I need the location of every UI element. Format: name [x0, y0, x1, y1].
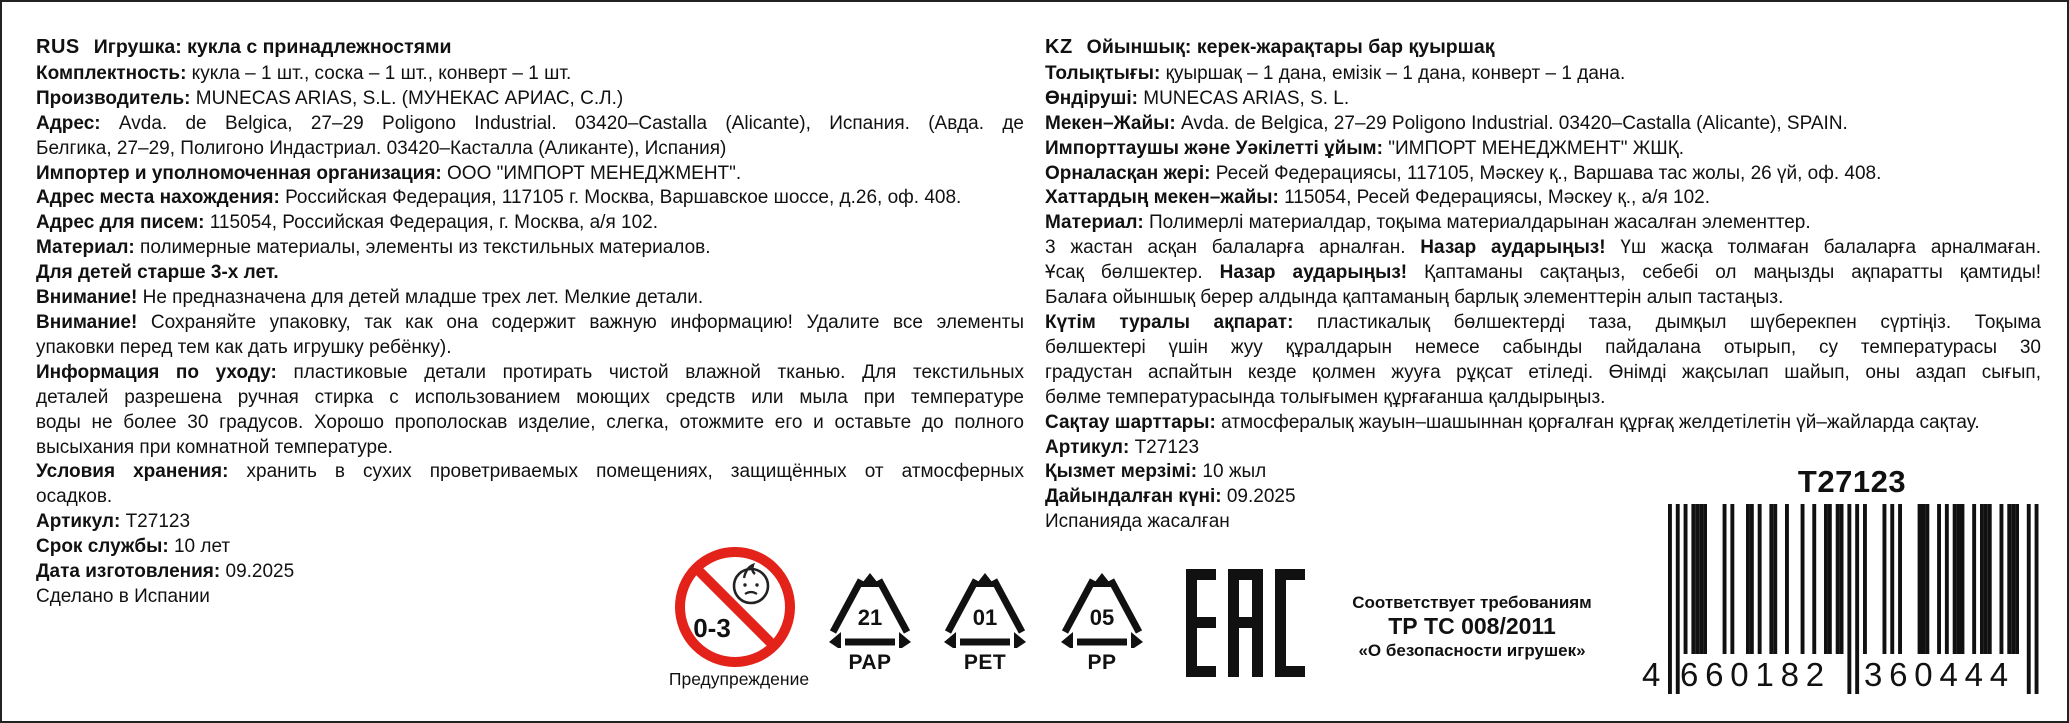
barcode-bar — [1937, 504, 1941, 654]
kz-field-value: Ресей Федерациясы, 117105, Мәскеу қ., Варшава тас жолы, 26 үй, оф. 408. — [1210, 162, 1882, 184]
kz-language-code: KZ — [1045, 36, 1073, 58]
barcode-bar — [1925, 504, 1929, 654]
kz-title: Ойыншық: керек-жарақтары бар қуыршақ — [1086, 36, 1495, 58]
rus-text-line — [36, 236, 1024, 261]
barcode-bar — [1723, 504, 1727, 654]
barcode-bar — [1953, 504, 1957, 654]
rus-field-label: Условия хранения: — [36, 461, 229, 483]
rus-text-line — [36, 286, 1024, 311]
rus-title: Игрушка: кукла с принадлежностями — [93, 36, 452, 58]
age-warning-caption: Предупреждение — [668, 669, 810, 689]
recycle-label: PP — [1087, 651, 1117, 674]
kz-text-line — [1045, 386, 2041, 411]
barcode-bar — [1922, 504, 1926, 654]
kz-field-value: атмосфералық жауын–шашыннан қорғалған құрғақ желдетілетін үй–жайларда сақтау. — [1215, 411, 1980, 433]
recycle-number: 05 — [1089, 605, 1115, 630]
rus-field-value: MUNECAS ARIAS, S.L. (МУНЕКАС АРИАС, С.Л.) — [190, 87, 624, 109]
kz-text-line — [1045, 411, 2041, 436]
rus-field-value: кукла – 1 шт., соска – 1 шт., конверт – 1 шт. — [186, 62, 572, 84]
barcode-bar — [1988, 504, 1992, 654]
kz-text-line — [1045, 436, 2041, 461]
barcode-bar — [1730, 504, 1734, 654]
rus-text-line — [36, 87, 1024, 112]
barcode-bar — [1684, 504, 1688, 654]
barcode-bar — [1785, 504, 1789, 654]
kz-field-label: Өндіруші: — [1045, 87, 1138, 109]
conformity-block — [1322, 592, 1622, 661]
rus-field-label: Импортер и уполномоченная организация: — [36, 162, 442, 184]
age-range-text: 0-3 — [693, 613, 731, 643]
rus-field-value: 09.2025 — [220, 561, 295, 583]
kz-text-line — [1045, 162, 2041, 187]
kz-field-value: бөлме температурасында толығымен құрғағанша қалдырыңыз. — [1045, 386, 1606, 408]
barcode-bar — [1695, 504, 1699, 654]
rus-field-label: Внимание! — [36, 287, 138, 309]
barcode-bar — [1703, 504, 1707, 654]
rus-field-value: полимерные материалы, элементы из текстильных материалов. — [134, 237, 711, 259]
barcode-bar — [1750, 504, 1754, 654]
barcode-bar — [1890, 504, 1894, 654]
age-warning-symbol — [672, 547, 802, 672]
rus-language-code: RUS — [36, 36, 80, 58]
barcode-bar — [2035, 504, 2039, 694]
barcode-bar — [2000, 504, 2004, 654]
rus-lines — [36, 62, 1024, 610]
kz-field-value: "ИМПОРТ МЕНЕДЖМЕНТ" ЖШҚ. — [1382, 137, 1685, 159]
rus-text-line — [36, 411, 1024, 436]
kz-text-line — [1045, 311, 2041, 336]
baby-face — [734, 569, 768, 603]
recycle-label: PET — [963, 651, 1007, 674]
rus-text-line — [36, 162, 1024, 187]
rus-field-value: деталей разрешена ручная стирка с использованием моющих средств или мыла при температуре — [36, 386, 1024, 408]
kz-text-line — [1045, 62, 2041, 87]
barcode-right-digits: 360444 — [1864, 656, 2015, 693]
rus-title-row — [36, 35, 1024, 60]
recycle-triangle-icon — [825, 570, 915, 648]
rus-text-line — [36, 436, 1024, 461]
barcode-bar — [1769, 504, 1773, 654]
barcode-bar — [2015, 504, 2019, 654]
rus-field-label: Артикул: — [36, 511, 121, 533]
kz-text-line — [1045, 286, 2041, 311]
recycle-icon-pet — [940, 570, 1030, 675]
conformity-line-3: «О безопасности игрушек» — [1358, 641, 1586, 660]
barcode-bar — [2011, 504, 2015, 654]
kz-column — [1045, 35, 2041, 535]
barcode-block — [1642, 464, 2052, 694]
eac-icon — [1186, 569, 1306, 682]
barcode-bar — [1918, 504, 1922, 654]
kz-field-value: бөлшектері үшін жуу құралдарын немесе сабынды пайдалана отырып, су температурасы 30 — [1045, 336, 2041, 358]
rus-field-value: Avda. de Belgica, 27–29 Poligono Industrial. 03420–Castalla (Alicante), Испания. (Авда. де — [100, 112, 1024, 134]
eac-mark-logo — [1186, 569, 1306, 677]
kz-field-value: Қаптаманы сақтаңыз, себебі ол маңызды ақпаратты қамтиды! — [1407, 262, 2042, 284]
barcode-bar — [1801, 504, 1805, 654]
barcode-first-digit: 4 — [1642, 656, 1668, 693]
rus-field-value: хранить в сухих проветриваемых помещениях, защищённых от атмосферных — [228, 461, 1024, 483]
rus-field-value: Не предназначена для детей младше трех лет. Мелкие детали. — [137, 287, 704, 309]
rus-field-value: Российская Федерация, 117105 г. Москва, Варшавское шоссе, д.26, оф. 408. — [279, 187, 962, 209]
kz-field-label: Дайындалған күні: — [1045, 486, 1222, 508]
kz-field-value: 115054, Ресей Федерациясы, Мәскеу қ., а/я 102. — [1278, 187, 1711, 209]
recycle-triangle-icon — [1057, 570, 1147, 648]
barcode-bar — [1957, 504, 1961, 654]
rus-field-value: Белгика, 27–29, Полигоно Индастриал. 03420–Касталла (Аликанте), Испания) — [36, 137, 727, 159]
rus-text-line — [36, 311, 1024, 336]
barcode-bar — [1746, 504, 1750, 654]
rus-field-label: Информация по уходу: — [36, 361, 277, 383]
recycle-number: 01 — [972, 605, 998, 630]
barcode-bar — [1898, 504, 1902, 654]
kz-text-line — [1045, 336, 2041, 361]
rus-text-line — [36, 62, 1024, 87]
kz-field-label: Мекен–Жайы: — [1045, 112, 1176, 134]
kz-field-value: Испанияда жасалған — [1045, 511, 1230, 533]
kz-field-label: Сақтау шарттары: — [1045, 411, 1216, 433]
barcode-bar — [1836, 504, 1840, 654]
rus-text-line — [36, 261, 1024, 286]
kz-text-line — [1045, 211, 2041, 236]
kz-field-value: 09.2025 — [1221, 486, 1296, 508]
kz-field-value: Avda. de Belgica, 27–29 Poligono Industrial. 03420–Castalla (Alicante), SPAIN. — [1175, 112, 1848, 134]
barcode-bar — [1972, 504, 1976, 654]
kz-field-value: пластикалық бөлшектерді таза, дымқыл шүберекпен сүртіңіз. Тоқыма — [1293, 311, 2041, 333]
kz-field-value: Балаға ойыншық берер алдында қаптаманың барлық элементтерін алып тастаңыз. — [1045, 287, 1784, 309]
recycle-number: 21 — [857, 605, 883, 630]
barcode-bar — [2007, 504, 2011, 654]
kz-text-line — [1045, 186, 2041, 211]
barcode-bar — [1984, 504, 1988, 654]
barcode-bar — [1855, 504, 1859, 694]
kz-field-label: Назар аударыңыз! — [1219, 262, 1408, 284]
kz-field-label: Импорттаушы және Уәкілетті ұйым: — [1045, 137, 1383, 159]
rus-field-label: Дата изготовления: — [36, 561, 221, 583]
barcode-bar — [1883, 504, 1887, 654]
kz-field-value: MUNECAS ARIAS, S. L. — [1137, 87, 1350, 109]
rus-field-label: Для детей старше 3-х лет. — [36, 262, 279, 284]
kz-text-line — [1045, 361, 2041, 386]
kz-text-line — [1045, 137, 2041, 162]
rus-text-line — [36, 535, 1024, 560]
kz-field-label: Артикул: — [1045, 436, 1130, 458]
rus-field-label: Адрес для писем: — [36, 212, 205, 234]
barcode-bar — [1668, 504, 1672, 694]
recycle-label: PAP — [848, 651, 892, 674]
barcode-bar — [1863, 504, 1867, 654]
conformity-line-1: Соответствует требованиям — [1352, 593, 1592, 612]
rus-field-label: Материал: — [36, 237, 135, 259]
rus-text-line — [36, 460, 1024, 485]
barcode-bar — [1945, 504, 1949, 654]
kz-field-value: градустан аспайтын кезде қолмен жууға рұқсат етіледі. Өнімді жақсылап шайып, оны аздап сығып, — [1045, 361, 2041, 383]
rus-field-value: 10 лет — [168, 536, 231, 558]
kz-field-label: Назар аударыңыз! — [1420, 237, 1606, 259]
kz-field-value: Ұсақ бөлшектер. — [1045, 262, 1220, 284]
rus-field-value: воды не более 30 градусов. Хорошо прополоскав изделие, слегка, отожмите его и оставьте до полного — [36, 411, 1024, 433]
kz-text-line — [1045, 87, 2041, 112]
barcode-bar — [1773, 504, 1777, 654]
age-warning-icon — [668, 547, 810, 689]
kz-field-label: Толықтығы: — [1045, 62, 1161, 84]
barcode-bar — [1961, 504, 1965, 654]
rus-text-line — [36, 211, 1024, 236]
kz-field-value: T27123 — [1129, 436, 1200, 458]
rus-field-value: T27123 — [120, 511, 191, 533]
rus-field-value: осадков. — [36, 486, 113, 508]
rus-text-line — [36, 137, 1024, 162]
rus-text-line — [36, 510, 1024, 535]
rus-text-line — [36, 386, 1024, 411]
rus-field-value: 115054, Российская Федерация, г. Москва, а/я 102. — [204, 212, 659, 234]
recycle-icon-pap — [825, 570, 915, 675]
kz-field-label: Хаттардың мекен–жайы: — [1045, 187, 1279, 209]
barcode-bar — [1847, 504, 1851, 694]
rus-field-value: пластиковые детали протирать чистой влажной тканью. Для текстильных — [276, 361, 1024, 383]
rus-field-value: ООО "ИМПОРТ МЕНЕДЖМЕНТ". — [441, 162, 742, 184]
rus-text-line — [36, 186, 1024, 211]
kz-field-label: Күтім туралы ақпарат: — [1045, 311, 1294, 333]
conformity-line-2: ТР ТС 008/2011 — [1388, 613, 1556, 639]
barcode-bar — [1699, 504, 1703, 654]
kz-field-label: Орналасқан жері: — [1045, 162, 1211, 184]
kz-field-label: Материал: — [1045, 212, 1144, 234]
kz-field-value: 3 жастан асқан балаларға арналған. — [1045, 237, 1421, 259]
kz-field-label: Қызмет мерзімі: — [1045, 461, 1198, 483]
kz-field-value: 10 жыл — [1197, 461, 1267, 483]
barcode-article-code: T27123 — [1797, 464, 1907, 499]
rus-field-label: Срок службы: — [36, 536, 169, 558]
kz-text-line — [1045, 236, 2041, 261]
rus-field-label: Внимание! — [36, 311, 138, 333]
kz-field-value: Үш жасқа толмаған балаларға арналмаған. — [1605, 237, 2041, 259]
kz-text-line — [1045, 112, 2041, 137]
kz-title-row — [1045, 35, 2041, 60]
kz-text-line — [1045, 261, 2041, 286]
barcode-bar — [1758, 504, 1762, 654]
rus-field-value: Сделано в Испании — [36, 585, 210, 607]
kz-field-value: қуыршақ – 1 дана, емізік – 1 дана, конверт – 1 дана. — [1160, 62, 1626, 84]
rus-field-label: Адрес: — [36, 112, 101, 134]
rus-text-line — [36, 361, 1024, 386]
barcode-left-digits: 660182 — [1680, 656, 1831, 693]
rus-text-line — [36, 485, 1024, 510]
barcode-bar — [1980, 504, 1984, 654]
rus-text-line — [36, 112, 1024, 137]
barcode-bar — [1812, 504, 1816, 654]
barcode-bar — [1828, 504, 1832, 654]
rus-field-value: упаковки перед тем как дать игрушку ребёнку). — [36, 336, 452, 358]
barcode-bar — [1824, 504, 1828, 654]
rus-field-value: Сохраняйте упаковку, так как она содержит важную информацию! Удалите все элементы — [137, 311, 1024, 333]
rus-field-value: высыхания при комнатной температуре. — [36, 436, 393, 458]
rus-column — [36, 35, 1024, 610]
rus-field-label: Комплектность: — [36, 62, 187, 84]
barcode-bar — [2027, 504, 2031, 694]
rus-text-line — [36, 336, 1024, 361]
rus-field-label: Адрес места нахождения: — [36, 187, 280, 209]
barcode-bar — [1840, 504, 1844, 654]
rus-field-label: Производитель: — [36, 87, 191, 109]
kz-field-value: Полимерлі материалдар, тоқыма материалдарынан жасалған элементтер. — [1143, 212, 1811, 234]
barcode-bar — [1691, 504, 1695, 654]
recycle-triangle-icon — [940, 570, 1030, 648]
recycle-icon-pp — [1057, 570, 1147, 675]
